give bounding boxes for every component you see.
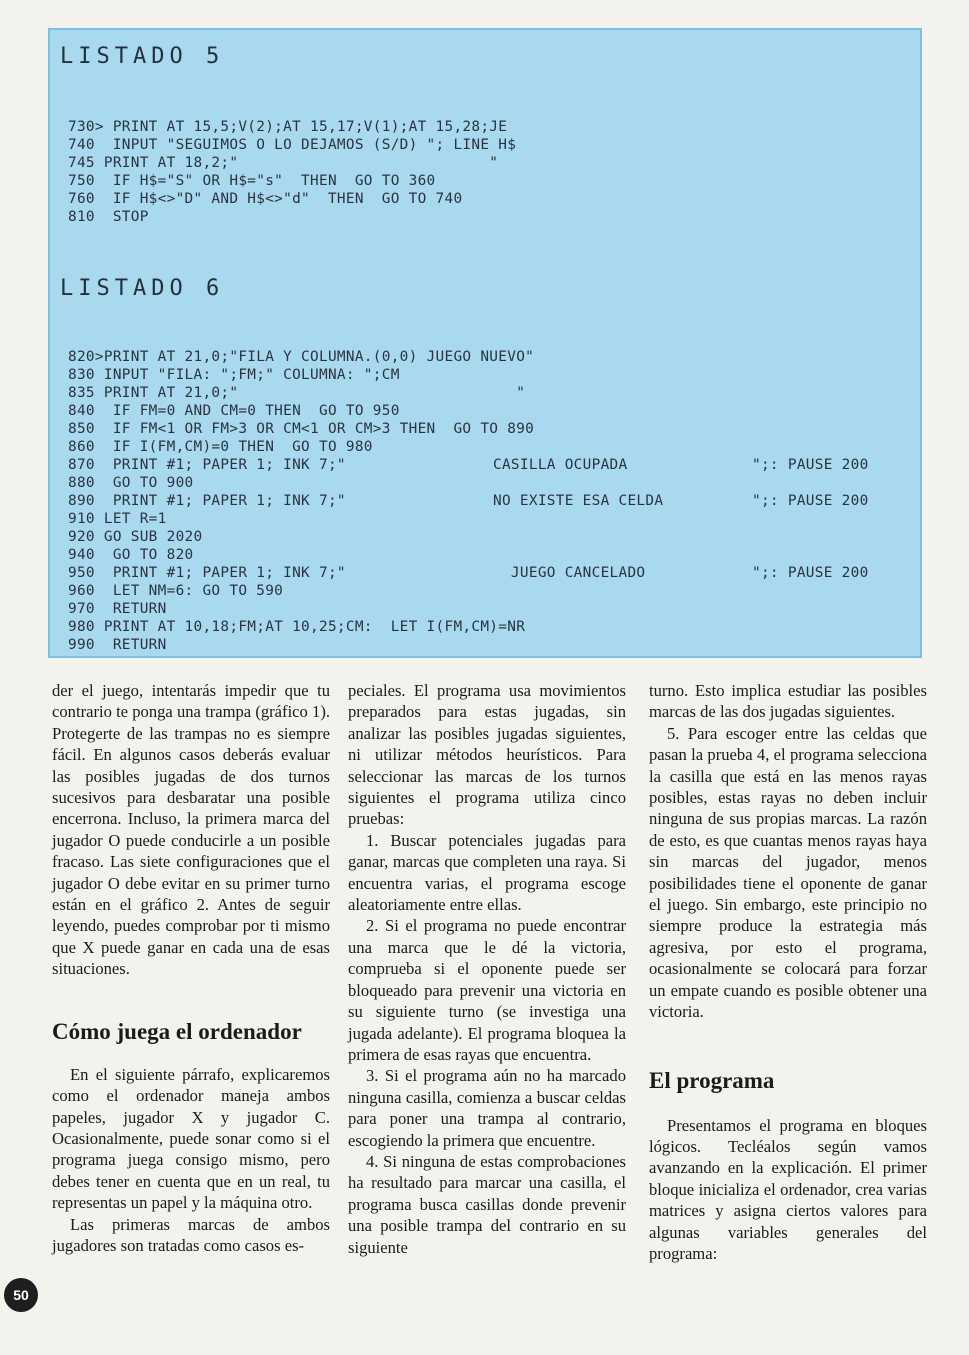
section-heading: El programa: [649, 1067, 775, 1093]
code-line: [68, 546, 906, 564]
code-line: [68, 564, 906, 582]
paragraph: 2. Si el programa no puede encontrar una marca que le dé la victoria, comprueba si el oponente puede ser bloqueado para prevenir una victoria en su siguiente turno (se investiga una jugada adelante). El programa bloquea la primera de esas rayas que encuentra.: [348, 916, 626, 1064]
code-line: [68, 636, 906, 654]
code-line: [68, 402, 906, 420]
code-segment: 730> PRINT AT 15,5;V(2);AT 15,17;V(1);AT 15,28;JE: [68, 119, 508, 135]
code-line: [68, 366, 906, 384]
code-segment: 810 STOP: [68, 209, 149, 225]
code-segment: 970 RETURN: [68, 601, 167, 617]
code-segment: 980 PRINT AT 10,18;FM;AT 10,25;CM: LET I(FM,CM)=NR: [68, 619, 526, 635]
code-line: [68, 510, 906, 528]
code-segment: 940 GO TO 820: [68, 547, 194, 563]
paragraph: 1. Buscar potenciales jugadas para ganar, marcas que completen una raya. Si encuentra varias, el programa escoge aleatoriamente entre ellas.: [348, 830, 626, 915]
code-segment: JUEGO CANCELADO: [493, 565, 646, 581]
code-segment: ";: PAUSE 200: [752, 493, 869, 509]
text-column-3: [649, 680, 927, 1264]
code-line: [68, 600, 906, 618]
code-segment: 740 INPUT "SEGUIMOS O LO DEJAMOS (S/D) "; LINE H$: [68, 137, 517, 153]
code-line: [68, 582, 906, 600]
code-segment: 830 INPUT "FILA: ";FM;" COLUMNA: ";CM: [68, 367, 400, 383]
listing-6-title: LISTADO 6: [60, 276, 225, 301]
paragraph: turno. Esto implica estudiar las posibles marcas de las dos jugadas siguientes.: [649, 681, 927, 722]
code-line: [68, 618, 906, 636]
code-line: [68, 118, 906, 136]
listing-6-code: [68, 348, 906, 654]
code-line: [68, 136, 906, 154]
code-line: [68, 348, 906, 366]
code-segment: 860 IF I(FM,CM)=0 THEN GO TO 980: [68, 439, 373, 455]
code-segment: 820>PRINT AT 21,0;"FILA Y COLUMNA.(0,0) JUEGO NUEVO": [68, 349, 535, 365]
code-segment: 890 PRINT #1; PAPER 1; INK 7;": [68, 493, 346, 509]
paragraph: peciales. El programa usa movimientos preparados para estas jugadas, sin analizar las posibles jugadas siguientes, ni utilizar métodos heurísticos. Para seleccionar las marcas de los turnos siguientes el programa utiliza cinco pruebas:: [348, 681, 626, 829]
paragraph: 5. Para escoger entre las celdas que pasan la prueba 4, el programa selecciona la casilla que está en las menos rayas posibles, estas rayas no deben incluir ninguna de sus propias marcas. La razón de esto, es que cuantas menos rayas haya sin marcas del jugador, menos posibilidades tiene el oponente de ganar el juego. Sin embargo, este principio no siempre produce la estrategia más agresiva, por esto el programa, ocasionalmente se colocará para forzar un empate cuando es posible obtener una victoria.: [649, 723, 927, 1022]
code-segment: 745 PRINT AT 18,2;" ": [68, 155, 499, 171]
paragraph: Presentamos el programa en bloques lógicos. Tecléalos según vamos avanzando en la explicación. El primer bloque inicializa el ordenador, crea varias matrices y asigna ciertos valores para algunas variables generales del programa:: [649, 1115, 927, 1263]
code-segment: 835 PRINT AT 21,0;" ": [68, 385, 526, 401]
code-segment: 840 IF FM=0 AND CM=0 THEN GO TO 950: [68, 403, 400, 419]
code-segment: 750 IF H$="S" OR H$="s" THEN GO TO 360: [68, 173, 436, 189]
code-line: [68, 456, 906, 474]
section-heading: Cómo juega el ordenador: [52, 1018, 302, 1044]
text-column-2: [348, 680, 626, 1258]
code-line: [68, 208, 906, 226]
code-segment: 880 GO TO 900: [68, 475, 194, 491]
code-segment: 850 IF FM<1 OR FM>3 OR CM<1 OR CM>3 THEN GO TO 890: [68, 421, 535, 437]
code-segment: 960 LET NM=6: GO TO 590: [68, 583, 284, 599]
code-segment: ";: PAUSE 200: [752, 565, 869, 581]
paragraph: Las primeras marcas de ambos jugadores son tratadas como casos es-: [52, 1214, 330, 1255]
code-line: [68, 190, 906, 208]
text-column-1: [52, 680, 330, 1256]
paragraph: En el siguiente párrafo, explicaremos como el ordenador maneja ambos papeles, jugador X y jugador C. Ocasionalmente, puede sonar como si el programa juega consigo mismo, pero debes tener en cuenta que en un real, tu representas un papel y la máquina otro.: [52, 1064, 330, 1213]
listing-5-title: LISTADO 5: [60, 44, 225, 69]
code-segment: 760 IF H$<>"D" AND H$<>"d" THEN GO TO 740: [68, 191, 463, 207]
code-segment: 870 PRINT #1; PAPER 1; INK 7;": [68, 457, 346, 473]
code-segment: ";: PAUSE 200: [752, 457, 869, 473]
code-line: [68, 492, 906, 510]
code-listing-panel: [48, 28, 922, 658]
code-line: [68, 474, 906, 492]
code-segment: 990 RETURN: [68, 637, 167, 653]
listing-5-code: [68, 118, 906, 226]
code-line: [68, 384, 906, 402]
code-line: [68, 420, 906, 438]
code-segment: 910 LET R=1: [68, 511, 167, 527]
page-number-badge: 50: [4, 1278, 38, 1312]
paragraph: der el juego, intentarás impedir que tu contrario te ponga una trampa (gráfico 1). Protegerte de las trampas no es siempre fácil. En algunos casos deberás evaluar las posibles jugadas de dos turnos sucesivos para desbaratar una posible encerrona. Incluso, la primera marca del jugador O puede conducirle a un posible fracaso. Las siete configuraciones que el jugador O debe evitar en su primer turno están en el gráfico 2. Antes de seguir leyendo, puedes comprobar por ti mismo que X puede ganar en cada una de esas situaciones.: [52, 681, 330, 979]
code-line: [68, 528, 906, 546]
code-segment: 920 GO SUB 2020: [68, 529, 203, 545]
code-line: [68, 172, 906, 190]
code-line: [68, 154, 906, 172]
paragraph: 3. Si el programa aún no ha marcado ninguna casilla, comienza a buscar celdas para poner una trampa al contrario, escogiendo la primera que encuentre.: [348, 1066, 626, 1150]
code-segment: CASILLA OCUPADA: [493, 457, 628, 473]
code-line: [68, 438, 906, 456]
paragraph: 4. Si ninguna de estas comprobaciones ha resultado para marcar una casilla, el programa busca casillas donde prevenir una posible trampa del contrario en su siguiente: [348, 1151, 626, 1257]
code-segment: 950 PRINT #1; PAPER 1; INK 7;": [68, 565, 346, 581]
code-segment: NO EXISTE ESA CELDA: [493, 493, 664, 509]
